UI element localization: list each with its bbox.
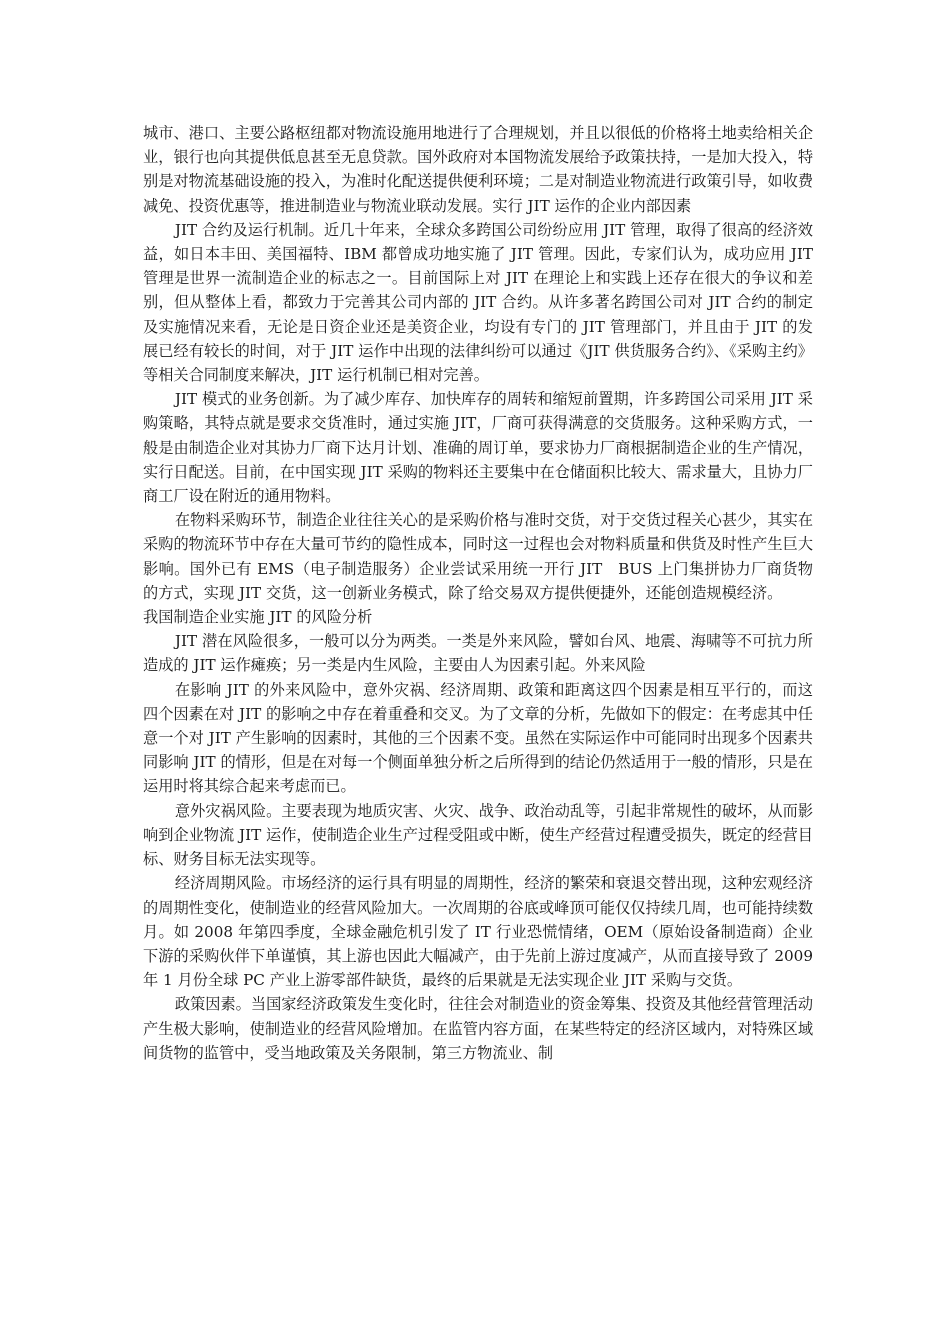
paragraph-procurement: 在物料采购环节，制造企业往往关心的是采购价格与准时交货，对于交货过程关心甚少，其实在采购的物流环节中存在大量可节约的隐性成本，同时这一过程也会对物料质量和供货及时性产生巨大影响。国外已有 EMS（电子制造服务）企业尝试采用统一开行 JIT BUS 上门集拼协力厂商货物的方式，实现 JIT 交货，这一创新业务模式，除了给交易双方提供便捷外，还能创造规模经济。: [143, 511, 813, 602]
paragraph-risk-types: JIT 潜在风险很多，一般可以分为两类。一类是外来风险，譬如台风、地震、海啸等不可抗力所造成的 JIT 运作瘫痪；另一类是内生风险，主要由人为因素引起。外来风险: [143, 632, 813, 675]
paragraph-economic-cycle: 经济周期风险。市场经济的运行具有明显的周期性，经济的繁荣和衰退交替出现，这种宏观经济的周期性变化，使制造业的经营风险加大。一次周期的谷底或峰顶可能仅仅持续几周，也可能持续数月。如 2008 年第四季度，全球金融危机引发了 IT 行业恐慌情绪，OEM（原始设备制造商）企业下游的采购伙伴下单谨慎，其上游也因此大幅减产，由于先前上游过度减产，从而直接导致了 2009 年 1 月份全球 PC 产业上游零部件缺货，最终的后果就是无法实现企业 JIT 采购与交货。: [143, 874, 813, 990]
paragraph-logistics-policy: 城市、港口、主要公路枢纽都对物流设施用地进行了合理规划，并且以很低的价格将土地卖给相关企业，银行也向其提供低息甚至无息贷款。国外政府对本国物流发展给予政策扶持，一是加大投入，特别是对物流基础设施的投入，为准时化配送提供便利环境；二是对制造业物流进行政策引导，如收费减免、投资优惠等，推进制造业与物流业联动发展。实行 JIT 运作的企业内部因素: [143, 124, 813, 215]
paragraph-jit-innovation: JIT 模式的业务创新。为了减少库存、加快库存的周转和缩短前置期，许多跨国公司采用 JIT 采购策略，其特点就是要求交货准时，通过实施 JIT，厂商可获得满意的交货服务。这种采购方式，一般是由制造企业对其协力厂商下达月计划、准确的周订单，要求协力厂商根据制造企业的生产情况，实行日配送。目前，在中国实现 JIT 采购的物料还主要集中在仓储面积比较大、需求量大，且协力厂商工厂设在附近的通用物料。: [143, 390, 813, 506]
paragraph-disaster-risk: 意外灾祸风险。主要表现为地质灾害、火灾、战争、政治动乱等，引起非常规性的破坏，从而影响到企业物流 JIT 运作，使制造企业生产过程受阻或中断，使生产经营过程遭受损失，既定的经营目标、财务目标无法实现等。: [143, 801, 813, 869]
paragraph-external-risk: 在影响 JIT 的外来风险中，意外灾祸、经济周期、政策和距离这四个因素是相互平行的，而这四个因素在对 JIT 的影响之中存在着重叠和交叉。为了文章的分析，先做如下的假定：在考虑其中任意一个对 JIT 产生影响的因素时，其他的三个因素不变。虽然在实际运作中可能同时出现多个因素共同影响 JIT 的情形，但是在对每一个侧面单独分析之后所得到的结论仍然适用于一般的情形，只是在运用时将其综合起来考虑而已。: [143, 680, 813, 796]
paragraph-policy-factor: 政策因素。当国家经济政策发生变化时，往往会对制造业的资金筹集、投资及其他经营管理活动产生极大影响，使制造业的经营风险增加。在监管内容方面，在某些特定的经济区域内，对特殊区域间货物的监管中，受当地政策及关务限制，第三方物流业、制: [143, 995, 813, 1062]
paragraph-jit-contract: JIT 合约及运行机制。近几十年来，全球众多跨国公司纷纷应用 JIT 管理，取得了很高的经济效益，如日本丰田、美国福特、IBM 都曾成功地实施了 JIT 管理。因此，专家们认为，成功应用 JIT 管理是世界一流制造企业的标志之一。目前国际上对 JIT 在理论上和实践上还存在很大的争议和差别，但从整体上看，都致力于完善其公司内部的 JIT 合约。从许多著名跨国公司对 JIT 合约的制定及实施情况来看，无论是日资企业还是美资企业，均设有专门的 JIT 管理部门，并且由于 JIT 的发展已经有较长的时间，对于 JIT 运作中出现的法律纠纷可以通过《JIT 供货服务合约》、《采购主约》等相关合同制度来解决，JIT 运行机制已相对完善。: [143, 220, 813, 385]
section-heading-risk-analysis: 我国制造企业实施 JIT 的风险分析: [143, 608, 373, 627]
document-page: [143, 121, 813, 1065]
